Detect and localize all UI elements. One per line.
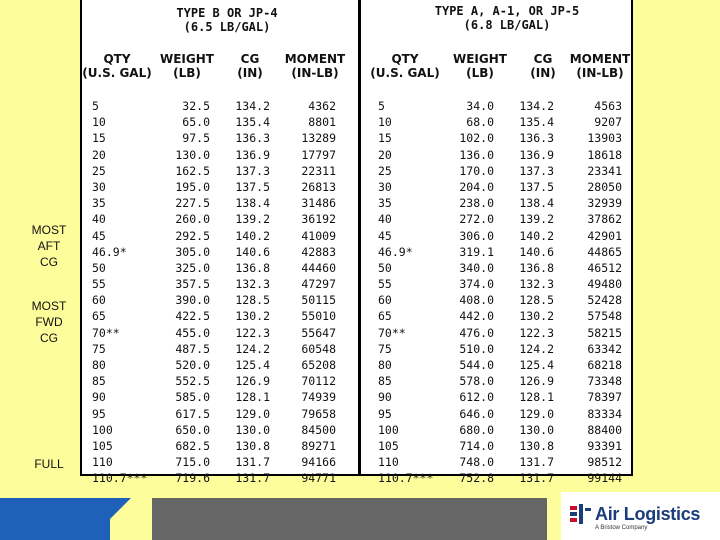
left-cg-column bbox=[222, 98, 270, 487]
table-cell: 136.3 bbox=[519, 131, 554, 146]
table-cell: 4563 bbox=[594, 99, 622, 113]
table-cell: 128.1 bbox=[519, 390, 554, 405]
table-cell: 715.0 bbox=[175, 455, 210, 470]
right-header-weight bbox=[444, 52, 516, 80]
header-line1: WEIGHT bbox=[160, 52, 214, 66]
table-cell: 100 bbox=[92, 422, 113, 437]
table-cell: 78397 bbox=[587, 390, 622, 405]
header-line2: (IN-LB) bbox=[576, 66, 624, 80]
left-header-weight bbox=[154, 52, 220, 80]
table-cell: 47297 bbox=[301, 277, 336, 292]
table-cell: 140.2 bbox=[235, 228, 270, 243]
table-cell: 204.0 bbox=[459, 179, 494, 194]
footer-gray-block bbox=[152, 498, 547, 540]
table-cell: 35 bbox=[92, 196, 106, 211]
table-cell: 34.0 bbox=[466, 99, 494, 113]
table-cell: 136.3 bbox=[235, 131, 270, 146]
table-cell: 15 bbox=[378, 131, 392, 146]
table-cell: 612.0 bbox=[459, 390, 494, 405]
left-header-cg bbox=[222, 52, 278, 80]
table-cell: 162.5 bbox=[175, 163, 210, 178]
table-cell: 137.3 bbox=[235, 163, 270, 178]
table-cell: 719.6 bbox=[175, 471, 210, 486]
table-cell: 65.0 bbox=[182, 115, 210, 130]
right-weight-column bbox=[448, 98, 494, 487]
table-cell: 132.3 bbox=[235, 277, 270, 292]
most-fwd-cg-label bbox=[20, 298, 78, 346]
fuel-table bbox=[80, 0, 633, 486]
table-cell: 32.5 bbox=[182, 99, 210, 113]
table-cell: 130.0 bbox=[175, 147, 210, 162]
table-cell: 357.5 bbox=[175, 277, 210, 292]
table-cell: 85 bbox=[378, 374, 392, 389]
footer-notch bbox=[89, 498, 131, 519]
table-cell: 136.9 bbox=[519, 147, 554, 162]
table-cell: 422.5 bbox=[175, 309, 210, 324]
header-line1: QTY bbox=[103, 52, 131, 66]
table-cell: 95 bbox=[92, 406, 106, 421]
table-cell: 28050 bbox=[587, 179, 622, 194]
left-title-line1: TYPE B OR JP-4 bbox=[176, 6, 278, 20]
table-cell: 32939 bbox=[587, 196, 622, 211]
header-line1: QTY bbox=[391, 52, 419, 66]
table-cell: 5 bbox=[378, 99, 385, 113]
table-cell: 68218 bbox=[587, 358, 622, 372]
table-cell: 306.0 bbox=[459, 228, 494, 243]
air-logistics-logo bbox=[561, 492, 720, 540]
table-cell: 520.0 bbox=[175, 358, 210, 372]
table-cell: 84500 bbox=[301, 422, 336, 437]
table-cell: 135.4 bbox=[235, 115, 270, 130]
table-cell: 130.2 bbox=[235, 309, 270, 324]
header-line2: (LB) bbox=[173, 66, 201, 80]
table-cell: 140.6 bbox=[519, 244, 554, 259]
table-cell: 10 bbox=[92, 115, 106, 130]
right-header-cg bbox=[518, 52, 568, 80]
table-cell: 124.2 bbox=[519, 341, 554, 356]
table-cell: 42901 bbox=[587, 228, 622, 243]
table-cell: 99144 bbox=[587, 471, 622, 486]
table-cell: 110 bbox=[92, 455, 113, 470]
table-cell: 8801 bbox=[308, 115, 336, 130]
table-cell: 57548 bbox=[587, 309, 622, 324]
table-cell: 70** bbox=[92, 325, 120, 340]
table-cell: 40 bbox=[92, 212, 106, 227]
table-cell: 680.0 bbox=[459, 422, 494, 437]
most-aft-cg-label bbox=[20, 222, 78, 270]
table-cell: 139.2 bbox=[519, 212, 554, 227]
table-cell: 41009 bbox=[301, 228, 336, 243]
table-cell: 136.8 bbox=[235, 260, 270, 275]
table-cell: 260.0 bbox=[175, 212, 210, 227]
table-cell: 10 bbox=[378, 115, 392, 130]
table-cell: 80 bbox=[378, 358, 392, 372]
table-cell: 130.0 bbox=[235, 422, 270, 437]
right-header-moment bbox=[568, 52, 632, 80]
table-cell: 88400 bbox=[587, 422, 622, 437]
table-cell: 292.5 bbox=[175, 228, 210, 243]
table-cell: 75 bbox=[92, 341, 106, 356]
table-cell: 60 bbox=[92, 293, 106, 308]
table-cell: 131.7 bbox=[519, 455, 554, 470]
most-aft-line1: MOST bbox=[31, 223, 67, 237]
table-cell: 65208 bbox=[301, 358, 336, 372]
table-cell: 110 bbox=[378, 455, 399, 470]
table-cell: 44865 bbox=[587, 244, 622, 259]
left-header-qty bbox=[82, 52, 152, 80]
table-cell: 138.4 bbox=[235, 196, 270, 211]
logo-text: Air Logistics bbox=[595, 504, 701, 524]
left-qty-column bbox=[92, 98, 152, 487]
right-title-line1: TYPE A, A-1, OR JP-5 bbox=[434, 4, 580, 18]
table-cell: 73348 bbox=[587, 374, 622, 389]
table-cell: 128.5 bbox=[519, 293, 554, 308]
table-cell: 23341 bbox=[587, 163, 622, 178]
table-cell: 15 bbox=[92, 131, 106, 146]
table-cell: 74939 bbox=[301, 390, 336, 405]
table-cell: 94771 bbox=[301, 471, 336, 486]
table-cell: 124.2 bbox=[235, 341, 270, 356]
header-line2: (U.S. GAL) bbox=[82, 66, 152, 80]
table-cell: 140.6 bbox=[235, 244, 270, 259]
table-cell: 31486 bbox=[301, 196, 336, 211]
table-cell: 65 bbox=[378, 309, 392, 324]
table-cell: 374.0 bbox=[459, 277, 494, 292]
table-cell: 75 bbox=[378, 341, 392, 356]
table-cell: 476.0 bbox=[459, 325, 494, 340]
table-cell: 110.7*** bbox=[378, 471, 434, 486]
table-cell: 52428 bbox=[587, 293, 622, 308]
table-cell: 134.2 bbox=[519, 99, 554, 113]
table-cell: 140.2 bbox=[519, 228, 554, 243]
right-qty-column bbox=[378, 98, 442, 487]
table-cell: 748.0 bbox=[459, 455, 494, 470]
table-cell: 125.4 bbox=[519, 358, 554, 372]
header-line2: (IN) bbox=[237, 66, 263, 80]
table-cell: 305.0 bbox=[175, 244, 210, 259]
table-cell: 126.9 bbox=[519, 374, 554, 389]
table-cell: 752.8 bbox=[459, 471, 494, 486]
table-cell: 340.0 bbox=[459, 260, 494, 275]
header-line1: CG bbox=[533, 52, 553, 66]
table-cell: 102.0 bbox=[459, 131, 494, 146]
table-cell: 137.5 bbox=[519, 179, 554, 194]
table-cell: 132.3 bbox=[519, 277, 554, 292]
table-cell: 44460 bbox=[301, 260, 336, 275]
header-line1: CG bbox=[240, 52, 260, 66]
table-cell: 650.0 bbox=[175, 422, 210, 437]
header-line1: MOMENT bbox=[284, 52, 346, 66]
table-cell: 126.9 bbox=[235, 374, 270, 389]
table-cell: 25 bbox=[92, 163, 106, 178]
table-cell: 94166 bbox=[301, 455, 336, 470]
table-cell: 13903 bbox=[587, 131, 622, 146]
table-cell: 65 bbox=[92, 309, 106, 324]
most-fwd-line3: CG bbox=[40, 331, 58, 345]
right-table-title bbox=[412, 4, 602, 32]
table-cell: 125.4 bbox=[235, 358, 270, 372]
right-header-qty bbox=[368, 52, 442, 80]
table-cell: 130.8 bbox=[519, 438, 554, 453]
table-cell: 4362 bbox=[308, 99, 336, 113]
table-cell: 97.5 bbox=[182, 131, 210, 146]
table-cell: 510.0 bbox=[459, 341, 494, 356]
table-cell: 408.0 bbox=[459, 293, 494, 308]
table-cell: 135.4 bbox=[519, 115, 554, 130]
table-cell: 110.7*** bbox=[92, 471, 148, 486]
right-title-line2: (6.8 LB/GAL) bbox=[463, 18, 551, 32]
table-cell: 578.0 bbox=[459, 374, 494, 389]
table-cell: 22311 bbox=[301, 163, 336, 178]
header-line2: (LB) bbox=[466, 66, 494, 80]
table-cell: 139.2 bbox=[235, 212, 270, 227]
table-cell: 9207 bbox=[594, 115, 622, 130]
left-weight-column bbox=[162, 98, 210, 487]
table-cell: 46.9* bbox=[378, 244, 413, 259]
table-cell: 129.0 bbox=[519, 406, 554, 421]
table-cell: 60 bbox=[378, 293, 392, 308]
table-cell: 30 bbox=[378, 179, 392, 194]
table-cell: 36192 bbox=[301, 212, 336, 227]
table-cell: 138.4 bbox=[519, 196, 554, 211]
table-cell: 50 bbox=[378, 260, 392, 275]
most-fwd-line2: FWD bbox=[35, 315, 63, 329]
table-cell: 128.1 bbox=[235, 390, 270, 405]
table-cell: 83334 bbox=[587, 406, 622, 421]
table-cell: 45 bbox=[378, 228, 392, 243]
table-cell: 544.0 bbox=[459, 358, 494, 372]
header-line1: WEIGHT bbox=[453, 52, 507, 66]
table-cell: 585.0 bbox=[175, 390, 210, 405]
table-cell: 319.1 bbox=[459, 244, 494, 259]
table-cell: 122.3 bbox=[519, 325, 554, 340]
table-cell: 45 bbox=[92, 228, 106, 243]
table-cell: 95 bbox=[378, 406, 392, 421]
most-aft-line2: AFT bbox=[37, 239, 61, 253]
table-cell: 18618 bbox=[587, 147, 622, 162]
table-cell: 122.3 bbox=[235, 325, 270, 340]
table-cell: 40 bbox=[378, 212, 392, 227]
table-cell: 136.8 bbox=[519, 260, 554, 275]
table-cell: 93391 bbox=[587, 438, 622, 453]
table-cell: 130.8 bbox=[235, 438, 270, 453]
table-cell: 13289 bbox=[301, 131, 336, 146]
table-cell: 227.5 bbox=[175, 196, 210, 211]
table-cell: 134.2 bbox=[235, 99, 270, 113]
table-cell: 137.3 bbox=[519, 163, 554, 178]
table-cell: 130.0 bbox=[519, 422, 554, 437]
table-cell: 20 bbox=[92, 147, 106, 162]
table-cell: 89271 bbox=[301, 438, 336, 453]
table-cell: 55 bbox=[92, 277, 106, 292]
left-table-title bbox=[142, 6, 312, 34]
table-cell: 55647 bbox=[301, 325, 336, 340]
right-cg-column bbox=[506, 98, 554, 487]
table-cell: 238.0 bbox=[459, 196, 494, 211]
table-cell: 46512 bbox=[587, 260, 622, 275]
table-cell: 90 bbox=[92, 390, 106, 405]
table-cell: 170.0 bbox=[459, 163, 494, 178]
left-moment-column bbox=[284, 98, 336, 487]
table-cell: 390.0 bbox=[175, 293, 210, 308]
table-cell: 129.0 bbox=[235, 406, 270, 421]
table-cell: 617.5 bbox=[175, 406, 210, 421]
table-cell: 26813 bbox=[301, 179, 336, 194]
table-cell: 128.5 bbox=[235, 293, 270, 308]
table-cell: 35 bbox=[378, 196, 392, 211]
table-cell: 98512 bbox=[587, 455, 622, 470]
table-divider bbox=[358, 0, 361, 474]
table-cell: 195.0 bbox=[175, 179, 210, 194]
table-cell: 20 bbox=[378, 147, 392, 162]
table-cell: 58215 bbox=[587, 325, 622, 340]
table-cell: 90 bbox=[378, 390, 392, 405]
table-cell: 63342 bbox=[587, 341, 622, 356]
most-fwd-line1: MOST bbox=[31, 299, 67, 313]
table-cell: 17797 bbox=[301, 147, 336, 162]
table-cell: 100 bbox=[378, 422, 399, 437]
left-header-moment bbox=[280, 52, 350, 80]
table-cell: 136.9 bbox=[235, 147, 270, 162]
logo-mark-icon bbox=[569, 502, 593, 526]
table-cell: 46.9* bbox=[92, 244, 127, 259]
table-cell: 105 bbox=[92, 438, 113, 453]
table-cell: 85 bbox=[92, 374, 106, 389]
header-line2: (IN-LB) bbox=[291, 66, 339, 80]
table-cell: 25 bbox=[378, 163, 392, 178]
table-cell: 131.7 bbox=[235, 455, 270, 470]
table-cell: 79658 bbox=[301, 406, 336, 421]
table-cell: 136.0 bbox=[459, 147, 494, 162]
table-cell: 131.7 bbox=[519, 471, 554, 486]
table-cell: 325.0 bbox=[175, 260, 210, 275]
table-cell: 131.7 bbox=[235, 471, 270, 486]
right-moment-column bbox=[570, 98, 622, 487]
table-cell: 455.0 bbox=[175, 325, 210, 340]
table-cell: 80 bbox=[92, 358, 106, 372]
table-cell: 68.0 bbox=[466, 115, 494, 130]
header-line1: MOMENT bbox=[569, 52, 631, 66]
left-title-line2: (6.5 LB/GAL) bbox=[183, 20, 271, 34]
table-cell: 272.0 bbox=[459, 212, 494, 227]
table-cell: 55010 bbox=[301, 309, 336, 324]
table-cell: 60548 bbox=[301, 341, 336, 356]
table-cell: 552.5 bbox=[175, 374, 210, 389]
table-cell: 50115 bbox=[301, 293, 336, 308]
most-aft-line3: CG bbox=[40, 255, 58, 269]
table-cell: 55 bbox=[378, 277, 392, 292]
table-cell: 682.5 bbox=[175, 438, 210, 453]
table-cell: 105 bbox=[378, 438, 399, 453]
table-cell: 30 bbox=[92, 179, 106, 194]
table-cell: 5 bbox=[92, 99, 99, 113]
table-cell: 487.5 bbox=[175, 341, 210, 356]
table-cell: 130.2 bbox=[519, 309, 554, 324]
header-line2: (U.S. GAL) bbox=[370, 66, 440, 80]
table-cell: 37862 bbox=[587, 212, 622, 227]
table-cell: 442.0 bbox=[459, 309, 494, 324]
table-cell: 646.0 bbox=[459, 406, 494, 421]
table-cell: 42883 bbox=[301, 244, 336, 259]
table-cell: 714.0 bbox=[459, 438, 494, 453]
table-cell: 50 bbox=[92, 260, 106, 275]
full-label: FULL bbox=[34, 457, 64, 471]
table-cell: 70** bbox=[378, 325, 406, 340]
logo-subtitle: A Bristow Company bbox=[595, 525, 648, 531]
table-cell: 137.5 bbox=[235, 179, 270, 194]
header-line2: (IN) bbox=[530, 66, 556, 80]
table-cell: 49480 bbox=[587, 277, 622, 292]
table-cell: 70112 bbox=[301, 374, 336, 389]
